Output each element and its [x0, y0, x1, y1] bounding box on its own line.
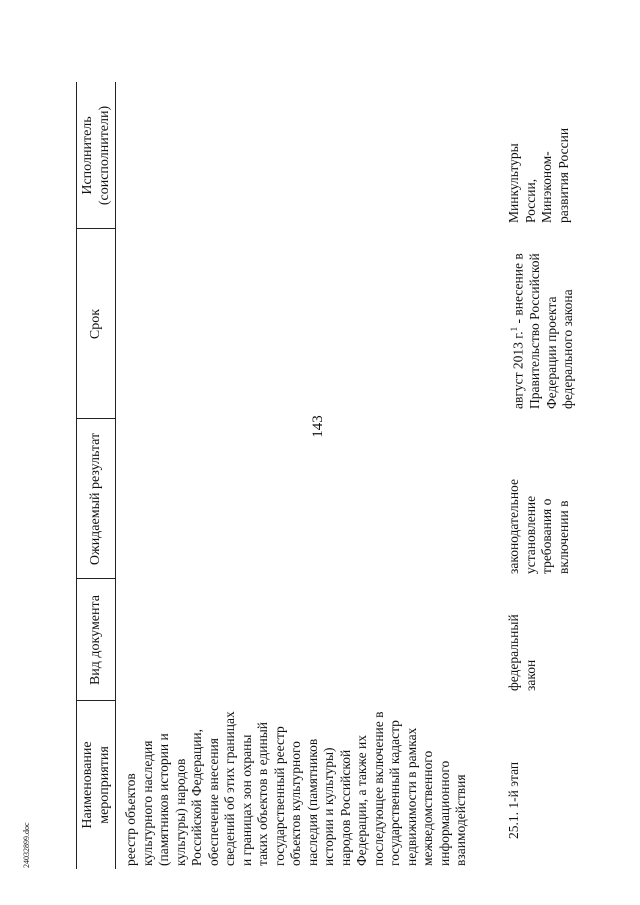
rotated-table	[71, 82, 581, 869]
continuation-text: реестр объектов культурного наследия (памятников истории и культуры) народов Российской Федерации, обеспечение внесения сведений об этих границах и границах зон охраны таких объектов в единый государственный реестр объектов культурного наследия (памятников истории и культуры) народов Российской Федерации, а также их последующее включение в государственный кадастр недвижимости в рамках межведомственного информационного взаимодействия	[123, 711, 468, 866]
page-number: 143	[309, 415, 326, 438]
header-executor: Исполнитель (соисполнители)	[80, 105, 112, 206]
row-name: 25.1. 1-й этап	[506, 761, 521, 839]
header-name: Наименование мероприятия	[80, 741, 112, 829]
footer-file-name: 24032899.doc	[22, 822, 31, 868]
table-top-rule	[76, 82, 77, 869]
row-deadline: август 2013 г.$^1$ - внесение в Правительство Российской Федерации проекта федерального закона	[509, 253, 575, 409]
table-header-rule	[115, 82, 116, 869]
row-result: законодательное установление требования о включении в	[506, 479, 571, 574]
row-executor: Минкультуры России, Минэконом- развития России	[506, 127, 571, 223]
row-doc-type: федеральный закон	[506, 614, 538, 691]
header-deadline: Срок	[88, 308, 103, 340]
header-doc-type: Вид документа	[88, 594, 103, 686]
header-result: Ожидаемый результат	[88, 432, 103, 566]
